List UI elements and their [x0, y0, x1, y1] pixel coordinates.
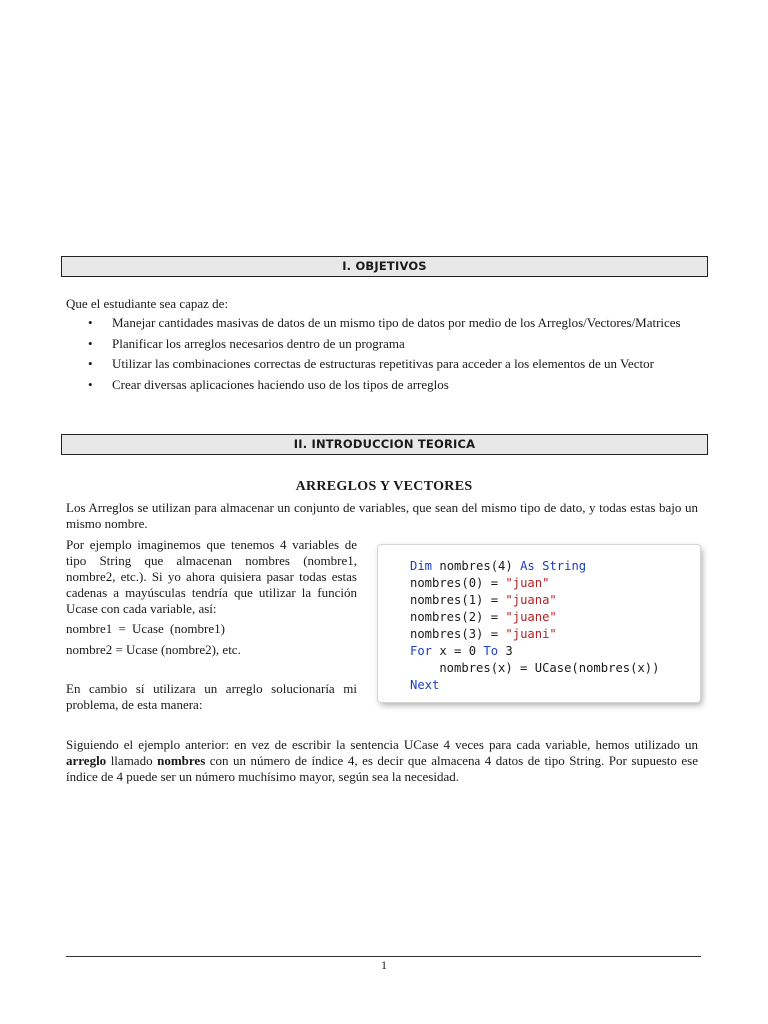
bullet-icon: • — [88, 356, 93, 371]
list-item-text: Planificar los arreglos necesarios dentro de un programa — [112, 335, 405, 351]
example-line-1: nombre1 = Ucase (nombre1) — [66, 621, 225, 636]
bullet-icon: • — [88, 315, 93, 330]
code-line: nombres(1) = "juana" — [410, 593, 557, 607]
code-line: Dim nombres(4) As String — [410, 559, 587, 573]
section-title: ARREGLOS Y VECTORES — [295, 479, 473, 494]
objetivos-list — [66, 315, 698, 397]
list-item — [66, 356, 698, 373]
code-snippet — [378, 545, 700, 702]
code-line: nombres(3) = "juani" — [410, 627, 557, 641]
code-line: For x = 0 To 3 — [410, 644, 513, 658]
list-item — [66, 315, 698, 332]
code-line: nombres(2) = "juane" — [410, 610, 557, 624]
code-line: Next — [410, 678, 440, 692]
page-number: 1 — [381, 958, 387, 972]
list-item — [66, 377, 698, 394]
objetivos-intro: Que el estudiante sea capaz de: — [66, 296, 229, 311]
paragraph-arreglos: Los Arreglos se utilizan para almacenar un conjunto de variables, que sean del mismo tipo de dato, y todas estas bajo un mismo nombre. — [66, 500, 698, 531]
paragraph-solucion: En cambio sí utilizara un arreglo solucionaría mi problema, de esta manera: — [66, 681, 357, 712]
paragraph-ejemplo: Por ejemplo imaginemos que tenemos 4 variables de tipo String que almacenan nombres (nombre1, nombre2, etc.). Si yo ahora quisiera pasar todas estas cadenas a mayúsculas tendría que utilizar la función Ucase con cada variable, así: — [66, 537, 357, 616]
example-line-2: nombre2 = Ucase (nombre2), etc. — [66, 642, 241, 657]
code-line: nombres(0) = "juan" — [410, 576, 550, 590]
bullet-icon: • — [88, 376, 93, 392]
footer-divider — [66, 956, 701, 957]
list-item-text: Crear diversas aplicaciones haciendo uso de los tipos de arreglos — [112, 376, 449, 392]
paragraph-conclusion: Siguiendo el ejemplo anterior: en vez de escribir la sentencia UCase 4 veces para cada variable, hemos utilizado un arreglo llamado nombres con un número de índice 4, es decir que almacena 4 datos de tipo String. Por supuesto ese índice de 4 puede ser un número muchísimo mayor, según sea la necesidad. — [66, 737, 698, 784]
list-item-text: Utilizar las combinaciones correctas de estructuras repetitivas para acceder a los elementos de un Vector — [112, 356, 654, 371]
code-line: nombres(x) = UCase(nombres(x)) — [410, 661, 660, 675]
section-header-introduccion: II. INTRODUCCION TEORICA — [61, 434, 708, 455]
list-item — [66, 336, 698, 353]
list-item-text: Manejar cantidades masivas de datos de un mismo tipo de datos por medio de los Arreglos/Vectores/Matrices — [112, 315, 681, 330]
section-header-objetivos: I. OBJETIVOS — [61, 256, 708, 277]
bullet-icon: • — [88, 335, 93, 351]
